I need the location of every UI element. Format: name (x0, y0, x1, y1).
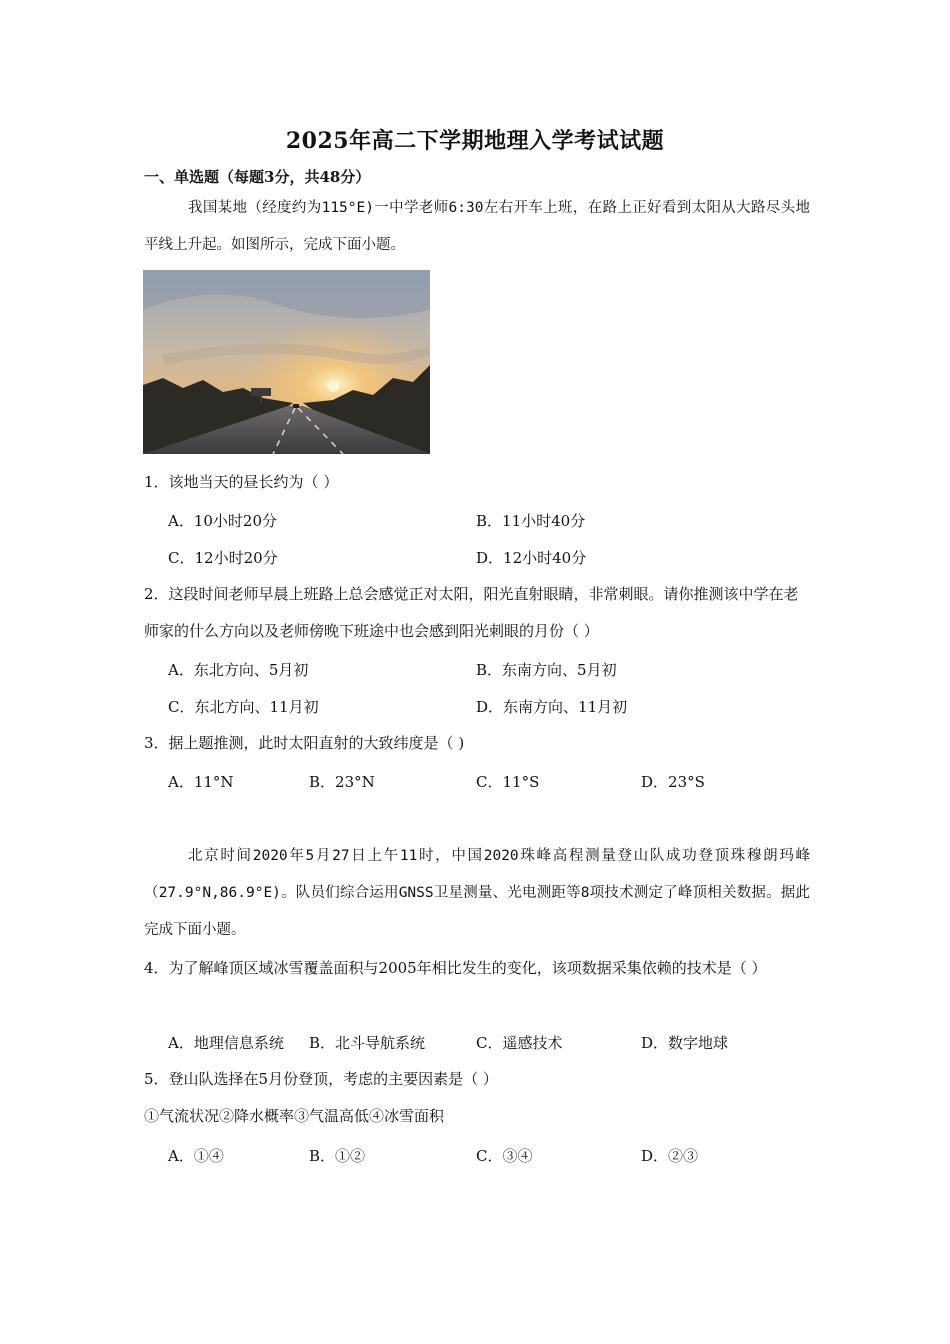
q2-option-c[interactable]: C．东北方向、11月初 (168, 698, 319, 716)
q1-option-c[interactable]: C．12小时20分 (168, 549, 278, 567)
q5-factors: ①气流状况②降水概率③气温高低④冰雪面积 (144, 1107, 445, 1125)
page-title: 2025年高二下学期地理入学考试试题 (285, 128, 665, 154)
q4-option-c[interactable]: C．遥感技术 (476, 1034, 563, 1052)
q2-option-b[interactable]: B．东南方向、5月初 (476, 661, 617, 679)
q5-option-b[interactable]: B．①② (309, 1147, 366, 1165)
q1-option-b[interactable]: B．11小时40分 (476, 512, 586, 530)
q1-option-a[interactable]: A．10小时20分 (168, 512, 278, 530)
sunrise-road-photo (143, 270, 430, 454)
q5-option-d[interactable]: D．②③ (641, 1147, 699, 1165)
q2-option-a[interactable]: A．东北方向、5月初 (168, 661, 309, 679)
q3-option-c[interactable]: C．11°S (476, 773, 540, 791)
q3-option-b[interactable]: B．23°N (309, 773, 375, 791)
q5-option-a[interactable]: A．①④ (168, 1147, 224, 1165)
passage-1: 我国某地（经度约为115°E)一中学老师6:30左右开车上班，在路上正好看到太阳从大路尽头地平线上升起。如图所示，完成下面小题。 (144, 200, 810, 253)
question-5: 5．登山队选择在5月份登顶，考虑的主要因素是（ ） (144, 1070, 498, 1088)
q4-option-a[interactable]: A．地理信息系统 (168, 1034, 284, 1052)
question-3: 3．据上题推测，此时太阳直射的大致纬度是（ ) (144, 734, 465, 752)
q2-option-d[interactable]: D．东南方向、11月初 (476, 698, 628, 716)
question-4: 4．为了解峰顶区域冰雪覆盖面积与2005年相比发生的变化，该项数据采集依赖的技术是（ ） (144, 959, 767, 977)
question-1: 1．该地当天的昼长约为（ ） (144, 473, 339, 491)
q4-option-d[interactable]: D．数字地球 (641, 1034, 729, 1052)
q1-option-d[interactable]: D．12小时40分 (476, 549, 587, 567)
q3-option-a[interactable]: A．11°N (168, 773, 234, 791)
q4-option-b[interactable]: B．北斗导航系统 (309, 1034, 426, 1052)
question-2: 2．这段时间老师早晨上班路上总会感觉正对太阳，阳光直射眼睛，非常刺眼。请你推测该中学在老师家的什么方向以及老师傍晚下班途中也会感到阳光刺眼的月份（ ） (144, 585, 799, 640)
section-heading: 一、单选题（每题3分，共48分） (144, 168, 371, 186)
q5-option-c[interactable]: C．③④ (476, 1147, 533, 1165)
q3-option-d[interactable]: D．23°S (641, 773, 705, 791)
passage-2: 北京时间2020年5月27日上午11时，中国2020珠峰高程测量登山队成功登顶珠穆朗玛峰（27.9°N,86.9°E)。队员们综合运用GNSS卫星测量、光电测距等8项技术测定了峰顶相关数据。据此完成下面小题。 (144, 848, 810, 938)
